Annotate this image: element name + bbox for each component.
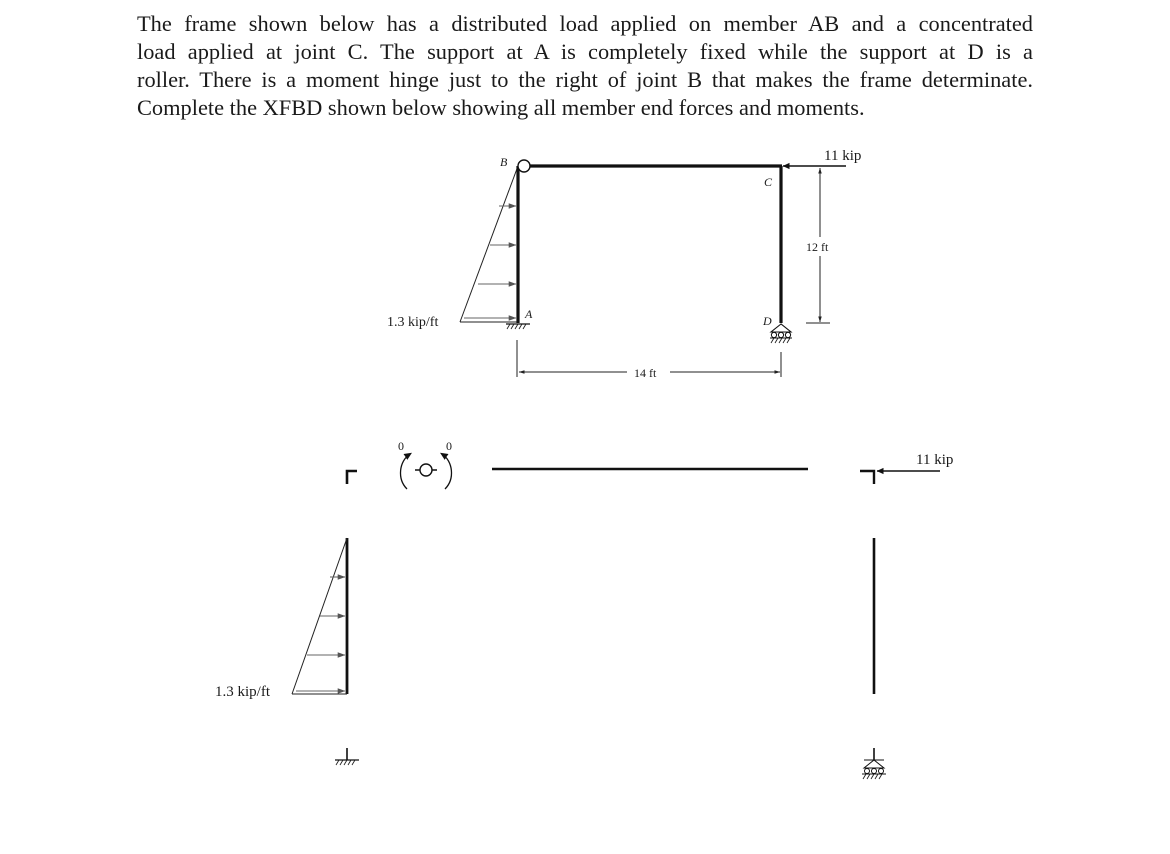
width-dimension-label: 14 ft — [634, 366, 657, 380]
height-dimension — [806, 168, 830, 323]
joint-label-a: A — [525, 307, 533, 321]
joint-b-piece — [347, 471, 357, 484]
hinge-moment-left-arrow — [401, 454, 410, 489]
xfbd-point-load-label: 11 kip — [916, 452, 954, 468]
hinge-free-body — [398, 439, 452, 489]
joint-label-b: B — [500, 155, 508, 169]
problem-line: Complete the XFBD shown below showing all member end forces and moments. — [137, 95, 865, 120]
point-load-label: 11 kip — [824, 148, 862, 164]
roller-support-d — [770, 324, 792, 343]
joint-c-piece — [860, 471, 874, 484]
distributed-load-ab — [460, 166, 518, 322]
hinge-moment-right-arrow — [442, 454, 451, 489]
xfbd — [215, 439, 953, 779]
joint-label-c: C — [764, 175, 773, 189]
hinge-moment-right-label: 0 — [446, 439, 452, 453]
hinge-moment-left-label: 0 — [398, 439, 404, 453]
problem-line: The frame shown below has a distributed load applied on member AB and a concentrated — [137, 11, 1033, 36]
moment-hinge — [518, 160, 530, 172]
problem-line: load applied at joint C. The support at A is completely fixed while the support at D is a — [137, 39, 1033, 64]
xfbd-roller-support-d — [862, 748, 886, 779]
load-envelope — [460, 166, 518, 322]
width-dimension — [517, 340, 781, 380]
problem-line: roller. There is a moment hinge just to the right of joint B that makes the frame determinate. — [137, 67, 1033, 92]
joint-label-d: D — [763, 314, 772, 328]
height-dimension-label: 12 ft — [806, 240, 829, 254]
xfbd-distributed-load-label: 1.3 kip/ft — [215, 684, 270, 700]
distributed-load-label: 1.3 kip/ft — [387, 315, 439, 330]
frame — [387, 148, 861, 380]
xfbd-fixed-support-a — [335, 748, 359, 765]
hinge-circle — [420, 464, 432, 476]
fixed-support-a — [506, 324, 530, 329]
